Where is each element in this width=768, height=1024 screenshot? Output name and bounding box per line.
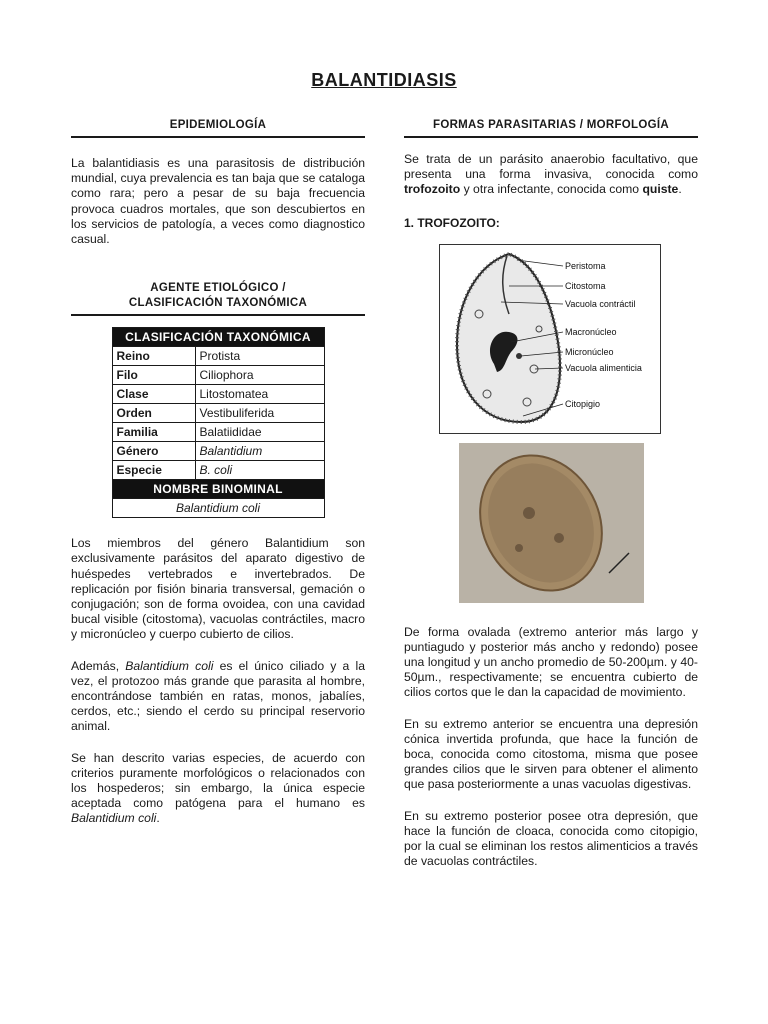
form-paragraph: De forma ovalada (extremo anterior más largo y puntiagudo y posterior más ancho y redondo) posee una longitud y un ancho promedio de 50-200µm. y 40-50µm., respectivamente; se encuentra cubierto de cilios cortos que le dan la capacidad de movimiento. bbox=[404, 624, 698, 700]
label-citostoma: Citostoma bbox=[565, 280, 606, 291]
table-value: Balatiididae bbox=[195, 423, 324, 442]
text-run: Se han descrito varias especies, de acuerdo con criterios puramente morfológicos o relacionados con los hospederos; sin embargo, la única especie aceptada como patógena para el humano es bbox=[71, 750, 365, 811]
right-column bbox=[404, 118, 698, 869]
taxonomy-table bbox=[112, 327, 325, 518]
micrograph-granule bbox=[523, 507, 535, 519]
table-key: Clase bbox=[112, 385, 195, 404]
host-paragraph bbox=[71, 659, 365, 735]
table-row bbox=[112, 347, 324, 366]
anterior-paragraph: En su extremo anterior se encuentra una depresión cónica invertida profunda, que hace la función de boca, conocida como citostoma, misma que posee grandes cilios que le sirven para obtener el alimento que pasa posteriormente a unas vacuolas digestivas. bbox=[404, 716, 698, 792]
micrograph-granule bbox=[554, 533, 564, 543]
posterior-paragraph: En su extremo posterior posee otra depresión, que hace la función de cloaca, conocida como citopigio, por la cual se eliminan los restos alimenticios a través de vacuolas contráctiles. bbox=[404, 808, 698, 869]
label-macronucleo: Macronúcleo bbox=[565, 326, 617, 337]
italic-species: Balantidium coli bbox=[125, 658, 214, 673]
table-key: Reino bbox=[112, 347, 195, 366]
table-row bbox=[112, 385, 324, 404]
binomial-header: NOMBRE BINOMINAL bbox=[112, 480, 324, 499]
epidemiology-heading: EPIDEMIOLOGÍA bbox=[71, 118, 365, 138]
text-run: Se trata de un parásito anaerobio facultativo, que presenta una forma invasiva, conocida como bbox=[404, 152, 698, 182]
table-value: Balantidium bbox=[195, 442, 324, 461]
table-row bbox=[112, 442, 324, 461]
table-row bbox=[112, 461, 324, 480]
label-peristoma: Peristoma bbox=[565, 260, 606, 271]
table-value: Ciliophora bbox=[195, 366, 324, 385]
species-paragraph bbox=[71, 751, 365, 827]
text-run: es el único ciliado y a la vez, el protozoo más grande que parasita al hombre, encontrándose también en ratas, monos, jabalíes, cerdos, etc.; siendo el cerdo su principal reservorio animal. bbox=[71, 658, 365, 734]
table-value: Vestibuliferida bbox=[195, 404, 324, 423]
text-run: . bbox=[678, 182, 682, 197]
text-run: Además, bbox=[71, 658, 126, 673]
table-value: Protista bbox=[195, 347, 324, 366]
left-column bbox=[71, 118, 365, 827]
morphology-heading: FORMAS PARASITARIAS / MORFOLOGÍA bbox=[404, 118, 698, 138]
morphology-intro bbox=[404, 152, 698, 198]
agent-heading-line-2: CLASIFICACIÓN TAXONÓMICA bbox=[128, 297, 308, 310]
table-row bbox=[112, 366, 324, 385]
trofozoito-micrograph bbox=[459, 443, 644, 603]
table-key: Filo bbox=[112, 366, 195, 385]
table-value: Litostomatea bbox=[195, 385, 324, 404]
agent-heading-line-1: AGENTE ETIOLÓGICO / bbox=[150, 282, 286, 295]
agent-heading bbox=[71, 281, 365, 316]
table-key: Familia bbox=[112, 423, 195, 442]
page-title: BALANTIDIASIS bbox=[311, 70, 457, 90]
epidemiology-text: La balantidiasis es una parasitosis de distribución mundial, cuya prevalencia es tan baja que se cataloga como rara; pero a pesar de su baja frecuencia provoca cuadros mortales, que son descubiertos en los servicios de patología, a veces como diagnostico casual. bbox=[71, 156, 365, 247]
italic-species: Balantidium coli bbox=[71, 811, 157, 826]
text-run: . bbox=[156, 811, 160, 826]
trofozoito-subheading: 1. TROFOZOITO: bbox=[404, 215, 500, 230]
label-micronucleo: Micronúcleo bbox=[565, 346, 614, 357]
taxonomy-table-header: CLASIFICACIÓN TAXONÓMICA bbox=[112, 328, 324, 347]
binomial-name: Balantidium coli bbox=[112, 499, 324, 518]
bold-term: trofozoito bbox=[404, 182, 461, 197]
label-vacuola-alimenticia: Vacuola alimenticia bbox=[565, 362, 642, 373]
micrograph-granule bbox=[515, 544, 523, 552]
table-key: Orden bbox=[112, 404, 195, 423]
genus-paragraph: Los miembros del género Balantidium son exclusivamente parásitos del aparato digestivo de huéspedes vertebrados e invertebrados. De replicación por fisión binaria transversal, gemación o conjugación; son de forma ovoidea, con una cavidad bucal visible (citostoma), vacuolas contráctiles, macro y micronúcleo y cuerpo cubierto de cilios. bbox=[71, 536, 365, 642]
bold-term: quiste bbox=[642, 182, 679, 197]
label-vacuola-contractil: Vacuola contráctil bbox=[565, 298, 636, 309]
table-value: B. coli bbox=[195, 461, 324, 480]
table-row bbox=[112, 404, 324, 423]
text-run: y otra infectante, conocida como bbox=[460, 182, 643, 197]
table-row bbox=[112, 423, 324, 442]
trofozoito-diagram bbox=[439, 244, 661, 434]
table-key: Especie bbox=[112, 461, 195, 480]
label-citopigio: Citopigio bbox=[565, 398, 601, 409]
table-key: Género bbox=[112, 442, 195, 461]
page-title-wrap bbox=[0, 70, 768, 91]
